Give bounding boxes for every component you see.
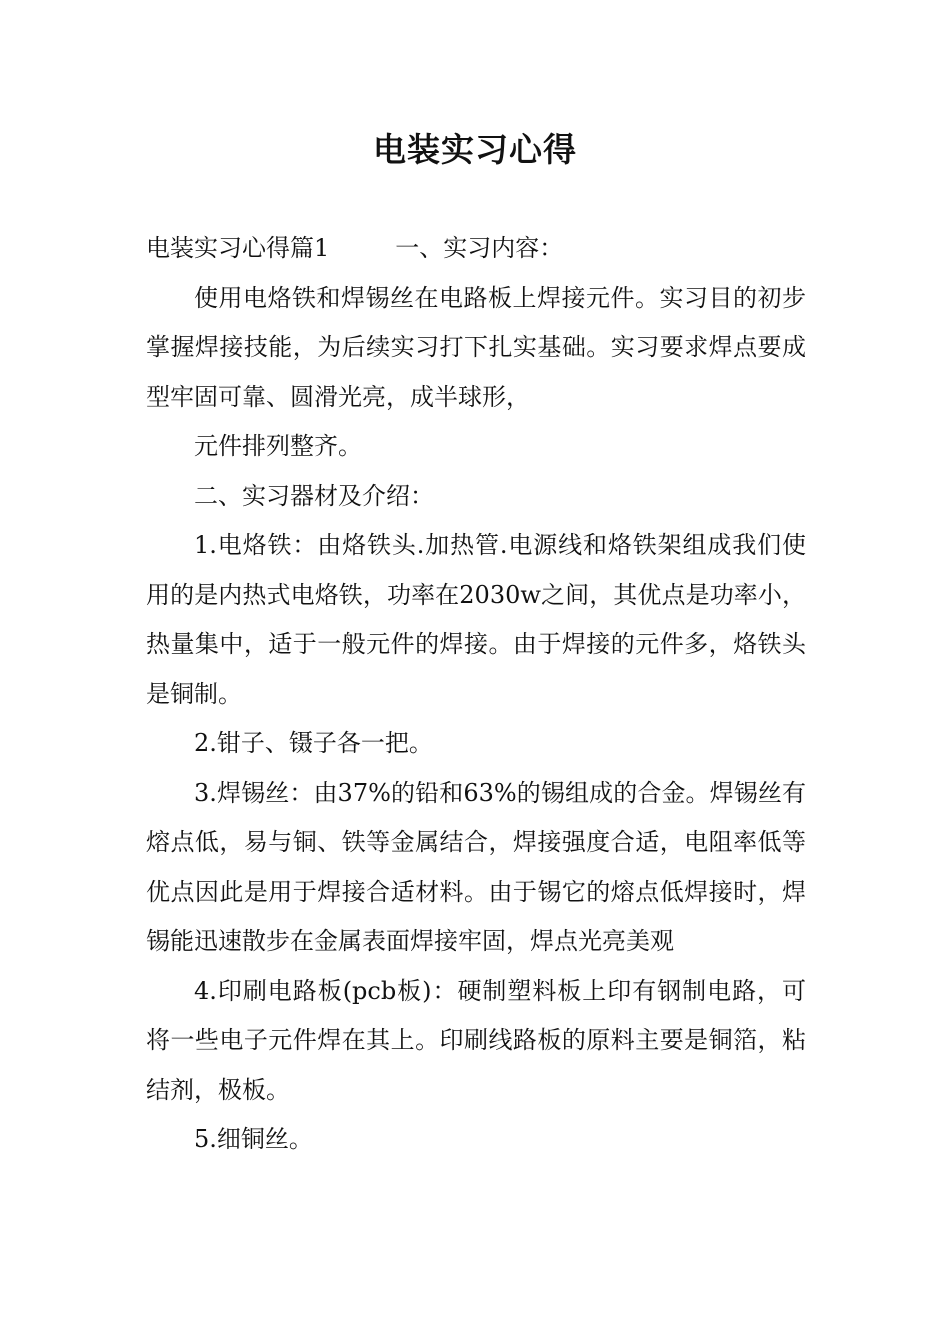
section-heading-content: 一、实习内容： [395, 234, 564, 262]
section-heading-equipment: 二、实习器材及介绍： [194, 481, 434, 510]
list-item: 5.细铜丝。 [194, 1125, 313, 1153]
document-title: 电装实习心得 [373, 130, 577, 169]
paragraph: 元件排列整齐。 [194, 432, 362, 460]
list-item: 4.印刷电路板(pcb板)：硬制塑料板上印有钢制电路，可将一些电子元件焊在其上。印刷线路板的原料主要是铜箔，粘结剂，极板。 [146, 976, 806, 1104]
first-line [146, 224, 806, 274]
list-item: 1.电烙铁：由烙铁头.加热管.电源线和烙铁架组成我们使用的是内热式电烙铁，功率在2030w之间，其优点是功率小，热量集中，适于一般元件的焊接。由于焊接的元件多，烙铁头是铜制。 [146, 531, 806, 708]
list-item: 2.钳子、镊子各一把。 [194, 729, 433, 757]
document-body [146, 224, 806, 1165]
list-item: 3.焊锡丝：由37%的铅和63%的锡组成的合金。焊锡丝有熔点低，易与铜、铁等金属结合，焊接强度合适，电阻率低等优点因此是用于焊接合适材料。由于锡它的熔点低焊接时，焊锡能迅速散步在金属表面焊接牢固，焊点光亮美观 [146, 778, 806, 955]
article-heading: 电装实习心得篇1 [146, 234, 330, 262]
paragraph: 使用电烙铁和焊锡丝在电路板上焊接元件。实习目的初步掌握焊接技能，为后续实习打下扎实基础。实习要求焊点要成型牢固可靠、圆滑光亮，成半球形， [146, 283, 806, 411]
